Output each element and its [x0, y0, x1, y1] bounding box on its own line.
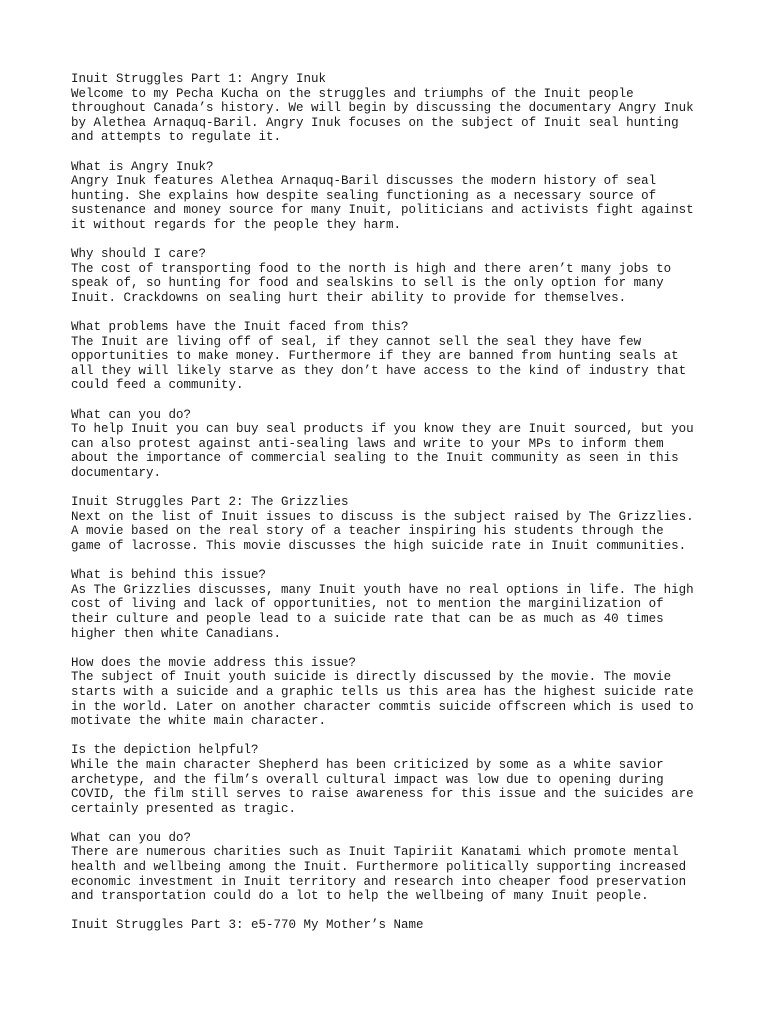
heading-part1: Inuit Struggles Part 1: Angry Inuk [71, 72, 327, 86]
text-line: their culture and people lead to a suicide rate that can be as much as 40 times [71, 611, 664, 626]
text-line: in the world. Later on another character commtis suicide offscreen which is used to [71, 699, 694, 714]
section-problems-faced [71, 320, 711, 393]
question-heading: What can you do? [71, 407, 192, 422]
text-line: can also protest against anti-sealing laws and write to your MPs to inform them [71, 436, 664, 451]
text-line: Angry Inuk features Alethea Arnaquq-Baril discusses the modern history of seal [71, 174, 657, 189]
text-line: Inuit. Crackdowns on sealing hurt their ability to provide for themselves. [71, 290, 627, 305]
question-heading: What is behind this issue? [71, 568, 267, 583]
text-line: While the main character Shepherd has been criticized by some as a white savior [71, 757, 664, 772]
text-line: A movie based on the real story of a teacher inspiring his students through the [71, 524, 664, 539]
question-heading: What is Angry Inuk? [71, 159, 214, 174]
section-why-should-i-care [71, 247, 711, 305]
text-line: cost of living and lack of opportunities, not to mention the marginilization of [71, 597, 664, 612]
section-movie-address-issue [71, 656, 711, 729]
text-line: There are numerous charities such as Inuit Tapiriit Kanatami which promote mental [71, 845, 679, 860]
text-line: higher then white Canadians. [71, 626, 282, 641]
text-line: about the importance of commercial sealing to the Inuit community as seen in this [71, 451, 679, 466]
text-line: As The Grizzlies discusses, many Inuit youth have no real options in life. The high [71, 582, 694, 597]
section-depiction-helpful [71, 743, 711, 816]
section-part2-intro [71, 495, 711, 553]
heading-part3: Inuit Struggles Part 3: e5-770 My Mother’s Name [71, 918, 424, 933]
section-behind-issue [71, 568, 711, 641]
question-heading: Why should I care? [71, 247, 207, 262]
text-line: archetype, and the film’s overall cultural impact was low due to opening during [71, 772, 664, 787]
text-line: throughout Canada’s history. We will begin by discussing the documentary Angry Inuk [71, 101, 694, 116]
text-line: documentary. [71, 466, 162, 481]
text-line: and transportation could do a lot to help the wellbeing of many Inuit people. [71, 889, 649, 904]
text-line: health and wellbeing among the Inuit. Furthermore politically supporting increased [71, 860, 687, 875]
text-line: and attempts to regulate it. [71, 130, 282, 145]
document-page [71, 72, 711, 948]
text-line: could feed a community. [71, 378, 244, 393]
section-part3-intro [71, 918, 711, 933]
text-line: game of lacrosse. This movie discusses the high suicide rate in Inuit communities. [71, 539, 687, 553]
question-heading: What can you do? [71, 830, 192, 845]
text-line: all they will likely starve as they don’t have access to the kind of industry that [71, 363, 687, 378]
text-line: COVID, the film still serves to raise awareness for this issue and the suicides are [71, 787, 694, 802]
text-line: motivate the white main character. [71, 714, 327, 729]
question-heading: What problems have the Inuit faced from this? [71, 320, 409, 335]
text-line: Welcome to my Pecha Kucha on the struggles and triumphs of the Inuit people [71, 86, 634, 101]
section-what-is-angry-inuk [71, 160, 711, 233]
text-line: speak of, so hunting for food and sealskins to sell is the only option for many [71, 276, 664, 291]
text-line: opportunities to make money. Furthermore if they are banned from hunting seals at [71, 349, 679, 364]
question-heading: How does the movie address this issue? [71, 655, 357, 670]
text-line: To help Inuit you can buy seal products if you know they are Inuit sourced, but you [71, 422, 694, 437]
text-line: The cost of transporting food to the north is high and there aren’t many jobs to [71, 261, 672, 276]
text-line: hunting. She explains how despite sealing functioning as a necessary source of [71, 188, 657, 203]
text-line: starts with a suicide and a graphic tells us this area has the highest suicide rate [71, 684, 694, 699]
text-line: economic investment in Inuit territory and research into cheaper food preservation [71, 874, 687, 889]
text-line: The subject of Inuit youth suicide is directly discussed by the movie. The movie [71, 670, 672, 685]
text-line: certainly presented as tragic. [71, 801, 297, 816]
text-line: it without regards for the people they harm. [71, 217, 402, 232]
section-what-can-you-do-1 [71, 408, 711, 481]
question-heading: Is the depiction helpful? [71, 743, 259, 758]
text-line: sustenance and money source for many Inuit, politicians and activists fight against [71, 203, 694, 218]
heading-part2: Inuit Struggles Part 2: The Grizzlies [71, 495, 349, 510]
text-line: Next on the list of Inuit issues to discuss is the subject raised by The Grizzlies. [71, 509, 694, 524]
text-line: by Alethea Arnaquq-Baril. Angry Inuk focuses on the subject of Inuit seal hunting [71, 115, 679, 130]
text-line: The Inuit are living off of seal, if they cannot sell the seal they have few [71, 334, 642, 349]
section-what-can-you-do-2 [71, 831, 711, 904]
section-part1-intro [71, 72, 711, 145]
